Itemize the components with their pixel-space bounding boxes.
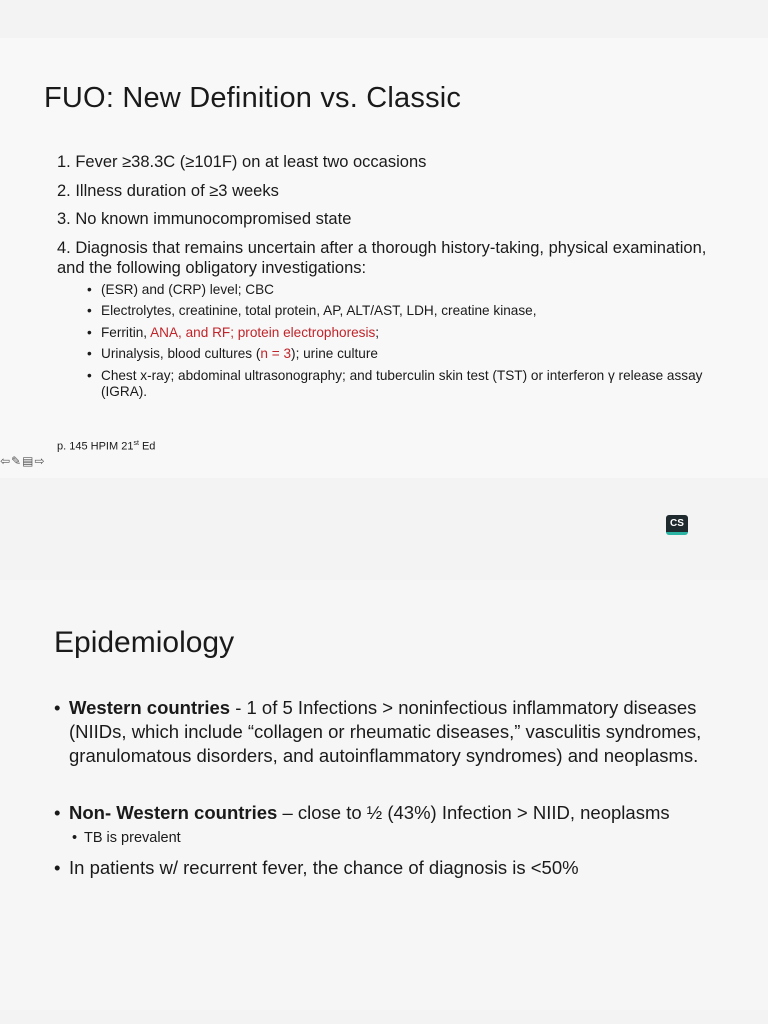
slide-title: Epidemiology [54, 626, 235, 659]
bullet-tb: • TB is prevalent [72, 829, 734, 847]
criterion-4: 4. Diagnosis that remains uncertain after a thorough history-taking, physical examination, and the following obligatory investigations: [57, 238, 707, 277]
ferritin-end: ; [375, 324, 380, 340]
slide-epidemiology [0, 580, 768, 1010]
bullet-western [54, 696, 734, 768]
investigation-ferritin [87, 325, 737, 341]
bullet-nonwestern [54, 801, 734, 825]
reference-suffix: Ed [138, 440, 156, 453]
investigation-chest: • Chest x-ray; abdominal ultrasonography; and tuberculin skin test (TST) or interferon γ release assay (IGRA). [87, 368, 737, 400]
reference-note [57, 440, 155, 453]
investigation-urinalysis [87, 346, 737, 362]
urinalysis-end: ); urine culture [291, 346, 378, 361]
slide-fuo-definition [0, 38, 768, 478]
bullet-recurrent: • In patients w/ recurrent fever, the chance of diagnosis is <50% [54, 856, 734, 880]
criterion-2: 2. Illness duration of ≥3 weeks [57, 181, 279, 200]
camscanner-logo-icon: CS [666, 515, 688, 535]
urinalysis-text: Urinalysis, blood cultures ( [101, 346, 261, 361]
slide-title: FUO: New Definition vs. Classic [44, 82, 462, 114]
western-text: - 1 of 5 Infections > noninfectious inflammatory diseases (NIIDs, which include “collagen or rheumatic diseases,” vasculitis syndromes, granulomatous disorders, and autoinflammatory syndromes) and neoplasms. [69, 697, 702, 766]
reference-sup: st [133, 440, 139, 447]
criteria-list [57, 152, 737, 405]
western-label: Western countries [69, 697, 231, 718]
ferritin-highlight: ANA, and RF; protein electrophoresis [150, 324, 376, 340]
ferritin-text: Ferritin, [101, 324, 151, 340]
criterion-1: 1. Fever ≥38.3C (≥101F) on at least two occasions [57, 153, 427, 171]
epidemiology-list [54, 696, 734, 880]
urinalysis-highlight: n = 3 [260, 346, 292, 361]
investigation-electrolytes: • Electrolytes, creatinine, total protein, AP, ALT/AST, LDH, creatine kinase, [87, 303, 737, 319]
nonwestern-text: – close to ½ (43%) Infection > NIID, neoplasms [277, 802, 670, 823]
criterion-3: 3. No known immunocompromised state [57, 210, 352, 228]
investigation-esr: • (ESR) and (CRP) level; CBC [87, 282, 737, 298]
reference-text: p. 145 HPIM 21 [57, 440, 134, 453]
slide-nav-icons[interactable]: ⇦✎▤⇨ [0, 454, 46, 468]
investigations-list [57, 282, 737, 400]
nonwestern-label: Non- Western countries [69, 802, 278, 823]
